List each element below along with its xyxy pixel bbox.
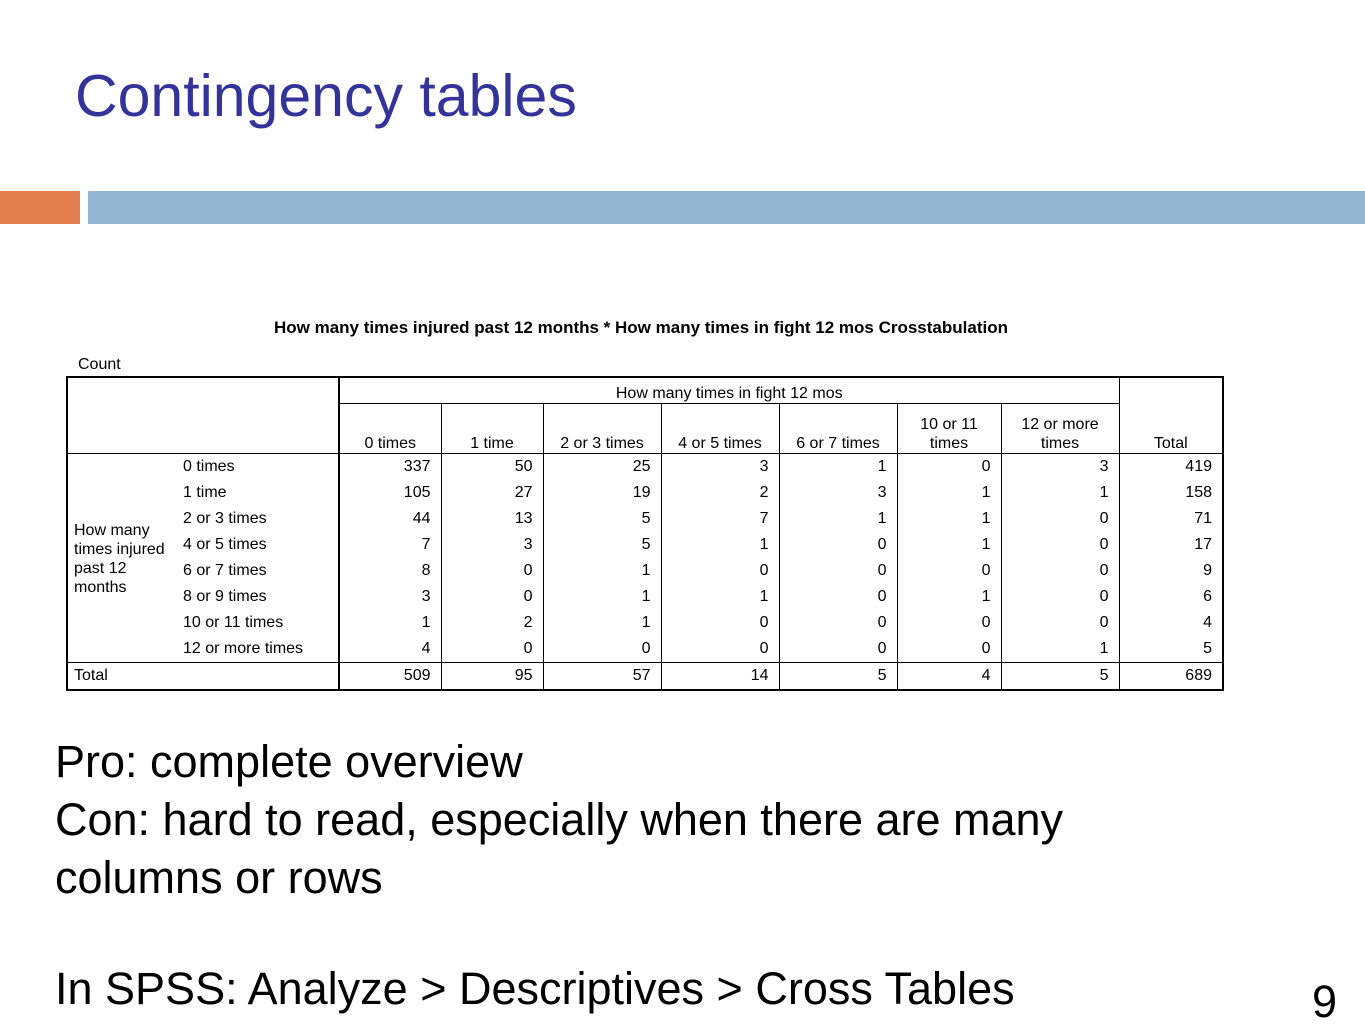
count-cell: 1 — [897, 480, 1001, 506]
row-total-cell: 17 — [1119, 532, 1223, 558]
table-title: How many times injured past 12 months * How many times in fight 12 mos Crosstabulation — [274, 318, 1008, 337]
total-cell: 5 — [1001, 662, 1119, 690]
total-cell: 95 — [441, 662, 543, 690]
count-cell: 3 — [779, 480, 897, 506]
con-text-line2: columns or rows — [55, 852, 383, 903]
crosstab-table — [66, 376, 1224, 691]
count-cell: 0 — [779, 636, 897, 663]
count-cell: 0 — [779, 532, 897, 558]
column-header-total: Total — [1119, 403, 1223, 453]
count-cell: 337 — [339, 453, 441, 480]
grand-total-cell: 689 — [1119, 662, 1223, 690]
total-cell: 57 — [543, 662, 661, 690]
column-header: 1 time — [441, 403, 543, 453]
count-cell: 0 — [1001, 558, 1119, 584]
table-row — [67, 610, 1223, 636]
count-cell: 0 — [897, 558, 1001, 584]
count-cell: 1 — [543, 558, 661, 584]
count-cell: 2 — [661, 480, 779, 506]
column-header: 0 times — [339, 403, 441, 453]
count-cell: 0 — [1001, 610, 1119, 636]
count-cell: 1 — [897, 584, 1001, 610]
total-cell: 14 — [661, 662, 779, 690]
count-cell: 105 — [339, 480, 441, 506]
row-group-label: How many times injured past 12 months — [67, 453, 177, 662]
row-label: 8 or 9 times — [183, 588, 267, 605]
count-cell: 1 — [1001, 480, 1119, 506]
count-cell: 4 — [339, 636, 441, 663]
count-cell: 0 — [779, 610, 897, 636]
count-cell: 27 — [441, 480, 543, 506]
table-row — [67, 558, 1223, 584]
count-cell: 0 — [779, 584, 897, 610]
count-cell: 19 — [543, 480, 661, 506]
row-label: 2 or 3 times — [183, 510, 267, 527]
table-count-label: Count — [78, 356, 121, 373]
row-total-cell: 9 — [1119, 558, 1223, 584]
row-label: 4 or 5 times — [183, 536, 267, 553]
count-cell: 2 — [441, 610, 543, 636]
count-cell: 0 — [661, 558, 779, 584]
count-cell: 0 — [441, 584, 543, 610]
total-cell: 4 — [897, 662, 1001, 690]
table-row — [67, 506, 1223, 532]
column-header: 2 or 3 times — [543, 403, 661, 453]
count-cell: 5 — [543, 532, 661, 558]
count-cell: 7 — [661, 506, 779, 532]
table-row — [67, 532, 1223, 558]
slide-title: Contingency tables — [75, 63, 577, 129]
count-cell: 5 — [543, 506, 661, 532]
count-cell: 3 — [339, 584, 441, 610]
table-row — [67, 453, 1223, 480]
count-cell: 13 — [441, 506, 543, 532]
row-label: 10 or 11 times — [183, 614, 284, 631]
column-header: 10 or 11 times — [897, 403, 1001, 453]
total-cell: 5 — [779, 662, 897, 690]
table-row — [67, 480, 1223, 506]
column-header: 6 or 7 times — [779, 403, 897, 453]
count-cell: 0 — [661, 610, 779, 636]
count-cell: 0 — [779, 558, 897, 584]
count-cell: 3 — [1001, 453, 1119, 480]
total-row-label: Total — [67, 662, 339, 690]
total-cell: 509 — [339, 662, 441, 690]
row-label: 1 time — [183, 484, 227, 501]
count-cell: 0 — [1001, 532, 1119, 558]
row-total-cell: 71 — [1119, 506, 1223, 532]
count-cell: 0 — [1001, 506, 1119, 532]
count-cell: 0 — [543, 636, 661, 663]
row-label: 12 or more times — [183, 640, 304, 657]
count-cell: 0 — [441, 636, 543, 663]
pro-text: Pro: complete overview — [55, 736, 523, 787]
spss-instructions: In SPSS: Analyze > Descriptives > Cross Tables — [55, 963, 1015, 1014]
row-total-cell: 419 — [1119, 453, 1223, 480]
count-cell: 44 — [339, 506, 441, 532]
count-cell: 50 — [441, 453, 543, 480]
row-total-cell: 4 — [1119, 610, 1223, 636]
column-header: 12 or more times — [1001, 403, 1119, 453]
count-cell: 1 — [339, 610, 441, 636]
count-cell: 1 — [779, 453, 897, 480]
count-cell: 3 — [661, 453, 779, 480]
count-cell: 0 — [897, 610, 1001, 636]
count-cell: 1 — [897, 506, 1001, 532]
row-total-cell: 6 — [1119, 584, 1223, 610]
column-header: 4 or 5 times — [661, 403, 779, 453]
count-cell: 0 — [441, 558, 543, 584]
notes — [55, 733, 1205, 907]
count-cell: 0 — [897, 453, 1001, 480]
count-cell: 1 — [661, 532, 779, 558]
row-label: 0 times — [183, 458, 235, 475]
count-cell: 25 — [543, 453, 661, 480]
count-cell: 1 — [543, 584, 661, 610]
count-cell: 1 — [897, 532, 1001, 558]
page-number: 9 — [1312, 976, 1338, 1027]
count-cell: 1 — [543, 610, 661, 636]
table-row — [67, 584, 1223, 610]
count-cell: 8 — [339, 558, 441, 584]
count-cell: 1 — [1001, 636, 1119, 663]
count-cell: 0 — [661, 636, 779, 663]
count-cell: 7 — [339, 532, 441, 558]
row-total-cell: 5 — [1119, 636, 1223, 663]
table-body — [67, 453, 1223, 662]
accent-bar-blue — [88, 191, 1365, 224]
con-text-line1: Con: hard to read, especially when there are many — [55, 794, 1064, 845]
accent-bar-orange — [0, 191, 80, 224]
table-row — [67, 636, 1223, 663]
count-cell: 1 — [661, 584, 779, 610]
count-cell: 1 — [779, 506, 897, 532]
row-total-cell: 158 — [1119, 480, 1223, 506]
row-label: 6 or 7 times — [183, 562, 267, 579]
total-row — [67, 662, 1223, 690]
count-cell: 3 — [441, 532, 543, 558]
count-cell: 0 — [1001, 584, 1119, 610]
column-group-header: How many times in fight 12 mos — [339, 377, 1119, 403]
count-cell: 0 — [897, 636, 1001, 663]
column-header-row — [67, 403, 1223, 453]
